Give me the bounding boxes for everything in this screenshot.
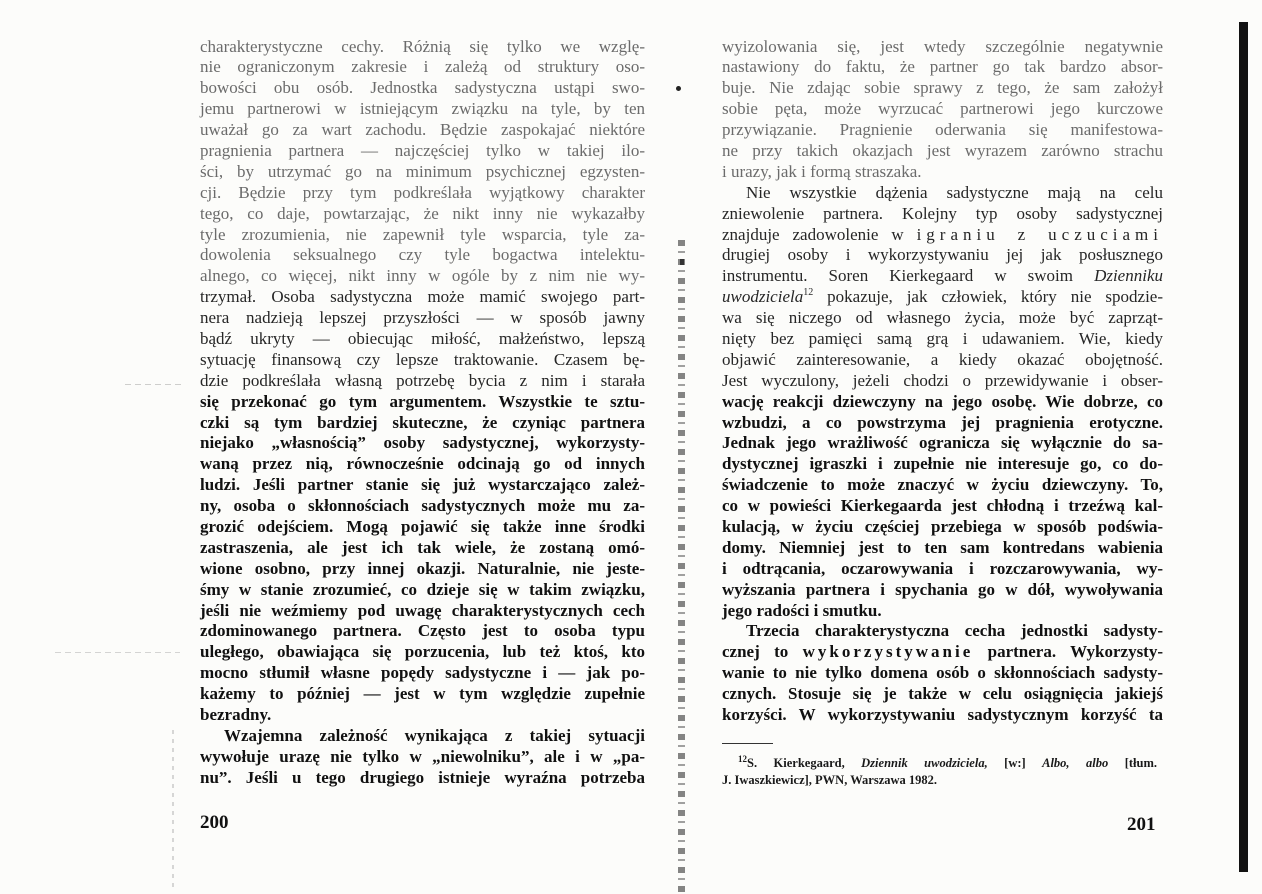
text-line: nu”. Jeśli u tego drugiego istnieje wyraźna potrzeba [200,767,645,787]
text-line: co w powieści Kierkegaarda jest chłodną i trzeźwą kal- [722,496,1163,516]
text-line: grozić odejściem. Mogą pojawić się także inne środki [200,516,645,536]
footnote-divider [722,743,773,744]
text-line: kulacją, w życiu częściej przebiega w sposób podświa- [722,516,1163,536]
footnote-line [722,755,1157,772]
text-line: uważał go za wart zachodu. Będzie zaspokajać niektóre [200,120,645,140]
text-line: pragnienia partnera — najczęściej tylko w takiej ilo- [200,140,645,160]
bleed-through-mark [55,652,180,653]
text-line: ści, by utrzymać go na minimum psychicznej egzysten- [200,161,645,181]
text-line: wanie to nie tylko domena osób o skłonnościach sadysty- [722,663,1163,683]
footnote-reference: 12 [803,287,814,299]
letter-spaced-emphasis: igraniu z uczuciami [916,224,1163,244]
text-line: dystycznej igraszki i zupełnie nie interesuje go, co do- [722,454,1163,474]
text-line: buje. Nie zdając sobie sprawy z tego, że sam założył [722,78,1163,98]
text-line: jego radości i smutku. [722,600,882,620]
text-line: objawić zainteresowanie, a kiedy okazać obojętność. [722,349,1163,369]
text-line: zdominowanego partnera. Często jest to osoba typu [200,621,645,641]
text-line: dzie podkreślała własną potrzebę bycia z nim i starała [200,370,645,390]
text-segment: pokazuje, jak człowiek, który nie spodzie- [827,287,1164,307]
scan-speck [676,86,681,91]
text-line: wa się niczego od własnego życia, może być zaprząt- [722,308,1163,328]
italic-title: Albo, albo [1042,755,1109,770]
text-line: ne przy takich okazjach jest wyrazem zarówno strachu [722,140,1163,160]
text-line: śmy w stanie zrozumieć, co dzieje się w takim związku, [200,579,645,599]
text-line: jemu partnerowi w istniejącym związku na tyle, by ten [200,99,645,119]
text-line: nastawiony do faktu, że partner go tak bardzo absor- [722,57,1163,77]
text-line: Jednak jego wrażliwość ogranicza się wyłącznie do sa- [722,433,1163,453]
bleed-through-mark [172,730,174,890]
text-segment: znajduje zadowolenie w [722,224,904,244]
text-line: trzymał. Osoba sadystyczna może mamić swojego part- [200,287,645,307]
footnote-number: 12 [738,753,747,764]
text-line: Nie wszystkie dążenia sadystyczne mają na celu [746,182,1163,202]
text-line: tyle zrozumienia, nie zapewnił tyle wsparcia, tyle za- [200,224,645,244]
text-segment: instrumentu. Soren Kierkegaard w swoim [722,266,1073,286]
text-segment: S. Kierkegaard, [747,755,845,770]
text-line: bezradny. [200,705,272,724]
text-line: korzyści. W wykorzystywaniu sadystycznym korzyść ta [722,705,1163,724]
text-line: sytuację finansową czy lepsze traktowanie. Czasem bę- [200,349,645,369]
scan-edge-shadow [1239,22,1248,872]
text-line [722,287,1163,308]
text-line: świadczenie to może znaczyć w życiu dziewczyny. To, [722,475,1163,495]
text-line: wację reakcji dziewczyny na jego osobę. Wie dobrze, co [722,391,1163,411]
footnote [722,755,1157,789]
text-segment: [tłum. [1124,755,1157,770]
text-line: przywiązanie. Pragnienie oderwania się manifestowa- [722,120,1163,140]
text-line: ludzi. Jeśli partner stanie się już wystarczająco zależ- [200,475,645,495]
text-line: nie ograniczonym zakresie i zależą od struktury oso- [200,57,645,77]
text-line: ny, osoba o skłonnościach sadystycznych może mu za- [200,496,645,516]
scan-speck [680,259,684,265]
text-line: wzbudzi, a co powstrzyma jej pragnienia erotyczne. [722,412,1163,432]
text-line [722,642,1163,663]
text-line: sobie pęta, może wyrzucać partnerowi jego kurczowe [722,99,1163,119]
text-line [722,266,1163,287]
text-line: mocno stłumił własne popędy sadystyczne i — jak po- [200,663,645,683]
page-number-left: 200 [200,812,229,833]
page-number-right: 201 [1127,814,1156,835]
text-line: cji. Będzie przy tym podkreślała wyjątkowy charakter [200,182,645,202]
text-line: nera nadzieją lepszej przyszłości — w sposób jawny [200,308,645,328]
text-line: domy. Niemniej jest to ten sam kontredans wabienia [722,537,1163,557]
bleed-through-mark [125,384,185,385]
text-line: dowolenia seksualnego czy tyle bogactwa intelektu- [200,245,645,265]
text-line: cznych. Stosuje się je także w celu osiągnięcia jakiejś [722,684,1163,704]
text-line: drugiej osoby i wykorzystywaniu jej jak posłusznego [722,245,1163,265]
text-segment: partnera. Wykorzysty- [987,642,1164,662]
text-segment: cznej to [722,642,789,662]
text-line: Wzajemna zależność wynikająca z takiej sytuacji [224,725,645,745]
text-line: Trzecia charakterystyczna cecha jednostki sadysty- [746,621,1163,641]
text-line: nięty bez pamięci samą grą i udawaniem. Wie, kiedy [722,328,1163,348]
text-line: wione osobno, przy innej okazji. Naturalnie, nie jeste- [200,558,645,578]
text-segment: [w:] [1004,755,1026,770]
right-page-body [722,37,1163,726]
italic-title: Dziennik uwodziciela, [861,755,988,770]
text-line: alnego, co więcej, nikt inny w ogóle by z nim nie wy- [200,266,645,286]
text-line: Jest wyczulony, jeżeli chodzi o przewidywanie i obser- [722,370,1163,390]
text-line: wyższania partnera i spychania go w dół, wywoływania [722,579,1163,599]
text-line: bowości obu osób. Jednostka sadystyczna ustąpi swo- [200,78,645,98]
text-line: zastraszenia, ale jest ich tak wiele, że zostaną omó- [200,537,645,557]
text-line: i odtrącania, oczarowywania i rozczarowywania, wy- [722,558,1163,578]
book-gutter-shadow [678,240,685,894]
text-line [722,225,1163,246]
text-line: uległego, obawiająca się porzucenia, lub też ktoś, kto [200,642,645,662]
footnote-line: J. Iwaszkiewicz], PWN, Warszawa 1982. [722,772,938,787]
text-line: niejako „własnością” osoby sadystycznej, wykorzysty- [200,433,645,453]
text-line: waną przez nią, równocześnie odcinają go od innych [200,454,645,474]
left-page-body [200,37,645,789]
italic-title: uwodziciela [722,287,804,307]
letter-spaced-emphasis: wykorzystywanie [802,642,974,662]
text-line: się przekonać go tym argumentem. Wszystkie te sztu- [200,391,645,411]
text-line: charakterystyczne cechy. Różnią się tylko we wzglę- [200,36,645,56]
italic-title: Dzienniku [1094,266,1163,286]
text-line: tego, co daje, powtarzając, że nikt inny nie wykazałby [200,203,645,223]
text-line: zniewolenie partnera. Kolejny typ osoby sadystycznej [722,203,1163,223]
text-line: czki są tym bardziej skuteczne, że czyniąc partnera [200,412,645,432]
text-line: bądź ukryty — obiecując miłość, małżeństwo, lepszą [200,328,645,348]
text-line: wyizolowania się, jest wtedy szczególnie negatywnie [722,36,1163,56]
text-line: jeśli nie weźmiemy pod uwagę charakterystycznych cech [200,600,645,620]
text-line: wywołuje urazę nie tylko w „niewolniku”, ale i w „pa- [200,746,645,766]
text-line: i urazy, jak i formą straszaka. [722,161,922,181]
text-line: każemy to później — jest w tym względzie zupełnie [200,684,645,704]
